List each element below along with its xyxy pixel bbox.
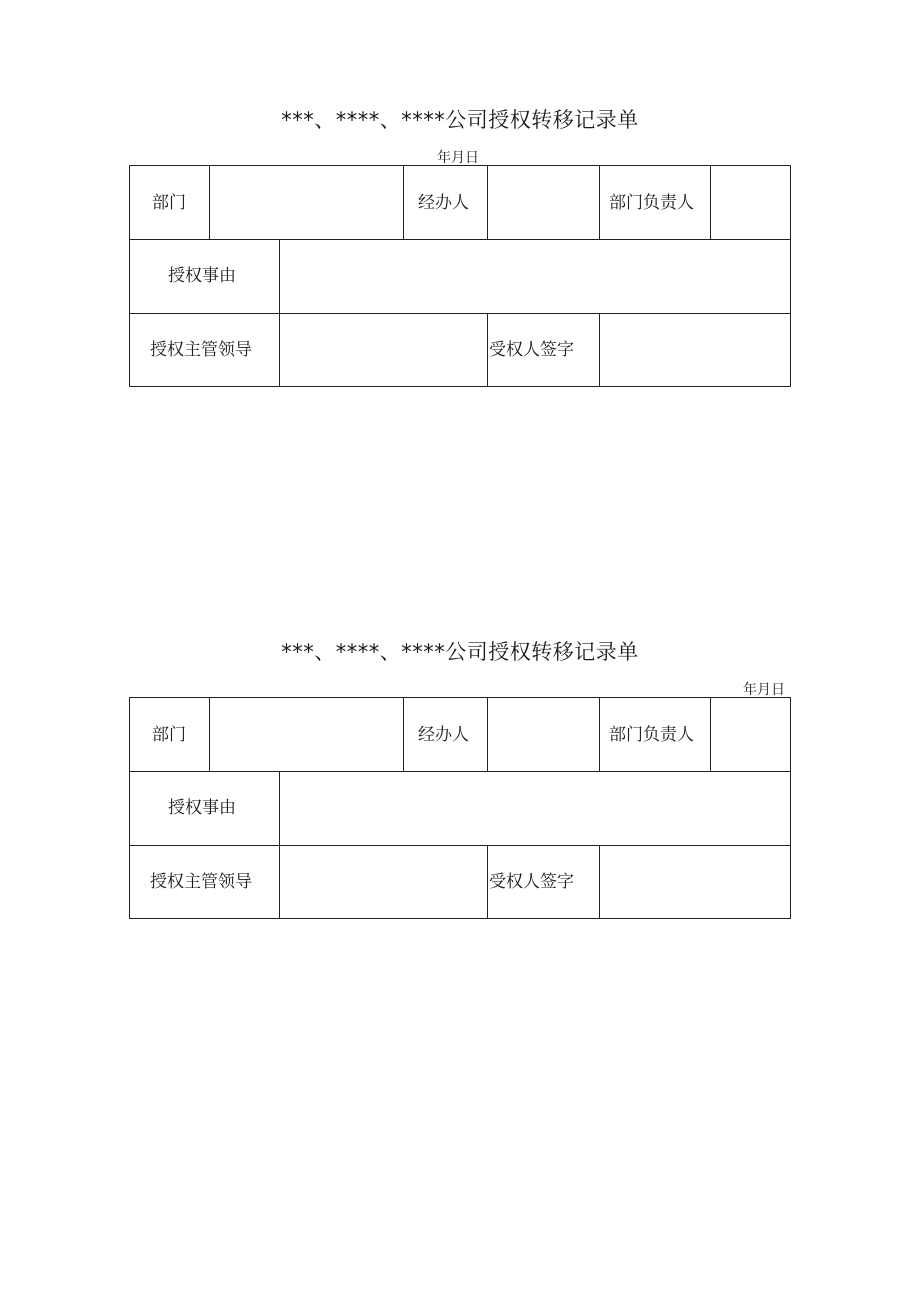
department-field[interactable] xyxy=(210,166,403,239)
grantee-signature-field[interactable] xyxy=(600,846,790,918)
date-label: 年月日 xyxy=(743,682,785,698)
date-label: 年月日 xyxy=(437,150,479,166)
department-head-label: 部门负责人 xyxy=(609,193,694,213)
authorizing-supervisor-label: 授权主管领导 xyxy=(150,872,252,892)
handler-label: 经办人 xyxy=(418,725,469,745)
authorizing-supervisor-field[interactable] xyxy=(280,846,487,918)
handler-field[interactable] xyxy=(488,166,599,239)
column-divider xyxy=(487,313,488,386)
grantee-signature-label: 受权人签字 xyxy=(489,340,574,360)
column-divider xyxy=(599,698,600,771)
form-title: ***、****、****公司授权转移记录单 xyxy=(281,108,639,132)
authorization-reason-field[interactable] xyxy=(280,772,790,845)
authorizing-supervisor-field[interactable] xyxy=(280,314,487,386)
authorization-reason-label: 授权事由 xyxy=(168,266,236,286)
form-title: ***、****、****公司授权转移记录单 xyxy=(281,640,639,664)
column-divider xyxy=(487,845,488,918)
handler-label: 经办人 xyxy=(418,193,469,213)
column-divider xyxy=(403,698,404,771)
column-divider xyxy=(403,166,404,239)
authorization-reason-label: 授权事由 xyxy=(168,798,236,818)
column-divider xyxy=(599,166,600,239)
department-head-field[interactable] xyxy=(711,166,790,239)
department-label: 部门 xyxy=(152,725,186,745)
department-label: 部门 xyxy=(152,193,186,213)
grantee-signature-field[interactable] xyxy=(600,314,790,386)
authorization-reason-field[interactable] xyxy=(280,240,790,313)
department-head-label: 部门负责人 xyxy=(609,725,694,745)
department-field[interactable] xyxy=(210,698,403,771)
handler-field[interactable] xyxy=(488,698,599,771)
record-table xyxy=(129,697,791,919)
authorizing-supervisor-label: 授权主管领导 xyxy=(150,340,252,360)
record-table xyxy=(129,165,791,387)
grantee-signature-label: 受权人签字 xyxy=(489,872,574,892)
department-head-field[interactable] xyxy=(711,698,790,771)
